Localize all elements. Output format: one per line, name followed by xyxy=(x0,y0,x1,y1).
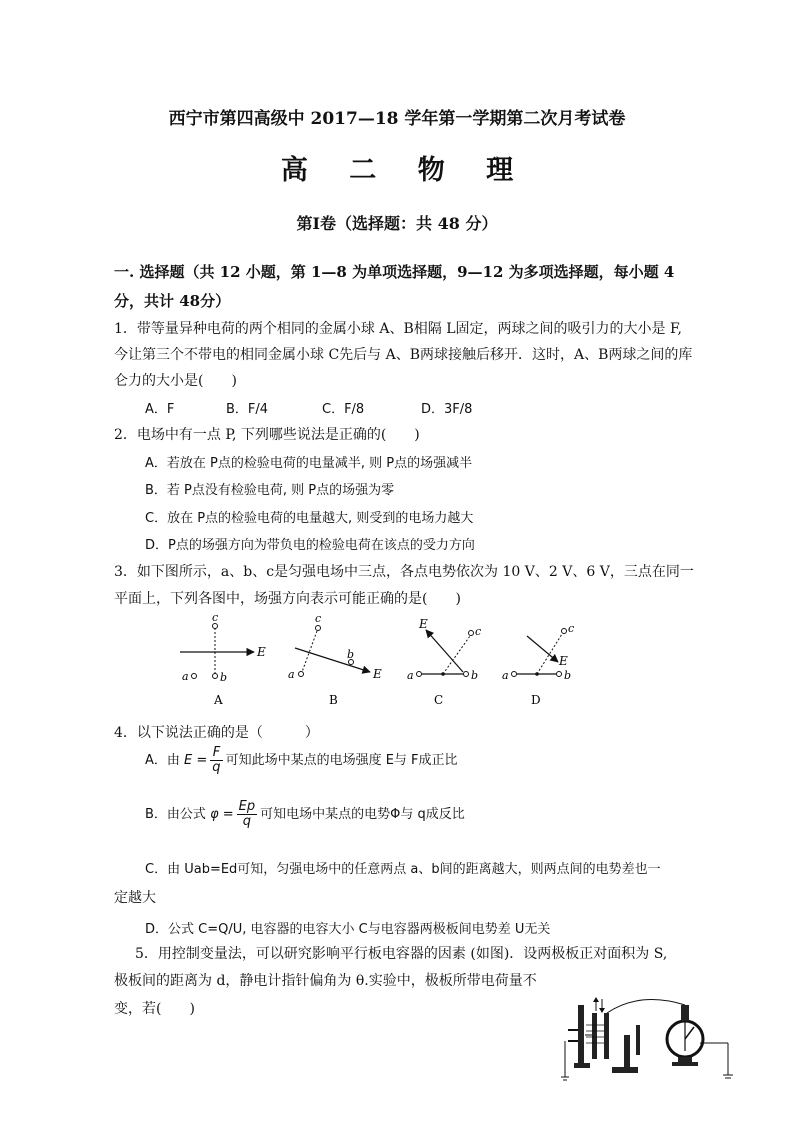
q4-b-lhs: φ = xyxy=(210,807,234,822)
label-c: c xyxy=(212,612,219,624)
subject-heading: 高 二 物 理 xyxy=(280,155,530,186)
label-c: c xyxy=(475,625,482,638)
q5-line-2: 极板间的距离为 d，静电计指针偏角为 θ.实验中，极板所带电荷量不 xyxy=(114,973,537,989)
q4-a-fraction xyxy=(210,746,222,775)
q4-stem: 4．以下说法正确的是（ ） xyxy=(114,725,319,741)
label-b: b xyxy=(347,648,355,661)
label-b: b xyxy=(220,671,228,684)
q1-line-1: 1．带等量异种电荷的两个相同的金属小球 A、B相隔 L固定，两球之间的吸引力的大小是 F, xyxy=(114,321,682,337)
label-c: c xyxy=(568,622,575,635)
label-b: b xyxy=(471,669,479,682)
field-arrow xyxy=(295,648,370,672)
part-heading: 第Ⅰ卷（选择题：共 48 分） xyxy=(296,214,498,233)
figure-label-b: B xyxy=(329,693,338,707)
label-e: E xyxy=(257,645,266,659)
label-a: a xyxy=(407,669,414,682)
q3-figure-a xyxy=(180,612,266,707)
q1-option-d: D．3F/8 xyxy=(421,402,473,417)
q2-option-a: A．若放在 P点的检验电荷的电量减半, 则 P点的场强减半 xyxy=(145,456,473,471)
label-a: a xyxy=(182,670,189,683)
label-c: c xyxy=(315,612,322,625)
label-b: b xyxy=(564,669,572,682)
q5-line-3: 变，若( ) xyxy=(114,1001,195,1017)
q2-stem: 2．电场中有一点 P, 下列哪些说法是正确的( ) xyxy=(114,427,420,443)
q4-b-fraction xyxy=(237,800,257,829)
field-arrow xyxy=(527,636,558,662)
q3-figure-d xyxy=(502,622,574,707)
q3-figure-c xyxy=(407,617,481,707)
figure-label-a: A xyxy=(214,693,223,707)
q5-line-1: 5．用控制变量法，可以研究影响平行板电容器的因素 (如图)．设两极板正对面积为 S, xyxy=(135,946,668,962)
q4-option-c-line-1: C．由 Uab=Ed可知，匀强电场中的任意两点 a、b间的距离越大，则两点间的电势差也一 xyxy=(145,862,661,877)
q4-option-c-line-2: 定越大 xyxy=(114,890,156,906)
label-e: E xyxy=(419,617,428,631)
q1-option-a: A．F xyxy=(145,402,175,417)
q2-option-c: C．放在 P点的检验电荷的电量越大, 则受到的电场力越大 xyxy=(145,511,474,526)
q4-a-prefix: A．由 xyxy=(145,753,180,768)
q2-option-b: B．若 P点没有检验电荷, 则 P点的场强为零 xyxy=(145,483,395,498)
q3-figure-b xyxy=(288,612,382,707)
label-a: a xyxy=(288,668,295,681)
field-arrow xyxy=(426,630,463,672)
q3-line-2: 平面上，下列各图中，场强方向表示可能正确的是( ) xyxy=(114,591,461,607)
q4-b-suffix: 可知电场中某点的电势Φ与 q成反比 xyxy=(260,807,465,822)
q3-figure xyxy=(170,612,600,710)
q1-option-c: C．F/8 xyxy=(322,402,365,417)
figure-label-c: C xyxy=(434,693,444,707)
q4-b-numerator: Ep xyxy=(238,799,256,814)
section-line-1: 一. 选择题（共 12 小题，第 1—8 为单项选择题，9—12 为多项选择题，每小题 4 xyxy=(114,263,675,281)
q4-option-b xyxy=(145,800,465,829)
q4-b-prefix: B．由公式 xyxy=(145,807,206,822)
q4-a-numerator: F xyxy=(210,746,222,761)
q4-a-suffix: 可知此场中某点的电场强度 E与 F成正比 xyxy=(225,753,458,768)
exam-title: 西宁市第四高级中 2017—18 学年第一学期第二次月考试卷 xyxy=(168,109,626,129)
q3-line-1: 3．如下图所示，a、b、c是匀强电场中三点，各点电势依次为 10 V、2 V、6 V，三点在同一 xyxy=(114,564,694,580)
q4-a-lhs: E = xyxy=(184,753,208,768)
q1-option-b: B．F/4 xyxy=(226,402,269,417)
q5-capacitor-figure xyxy=(560,995,740,1085)
q4-b-denominator: q xyxy=(242,814,252,829)
q4-option-d: D．公式 C=Q/U, 电容器的电容大小 C与电容器两极板间电势差 U无关 xyxy=(145,922,551,937)
label-a: a xyxy=(502,669,509,682)
q4-option-a xyxy=(145,746,458,775)
q1-line-2: 今让第三个不带电的相同金属小球 C先后与 A、B两球接触后移开．这时，A、B两球之间的库 xyxy=(114,347,693,363)
section-line-2: 分，共计 48分） xyxy=(114,292,231,310)
q4-a-denominator: q xyxy=(212,760,221,775)
label-e: E xyxy=(559,654,568,668)
label-e: E xyxy=(373,667,382,681)
figure-label-d: D xyxy=(531,693,541,707)
q1-line-3: 仑力的大小是( ) xyxy=(114,373,237,389)
q2-option-d: D．P点的场强方向为带负电的检验电荷在该点的受力方向 xyxy=(145,538,475,553)
